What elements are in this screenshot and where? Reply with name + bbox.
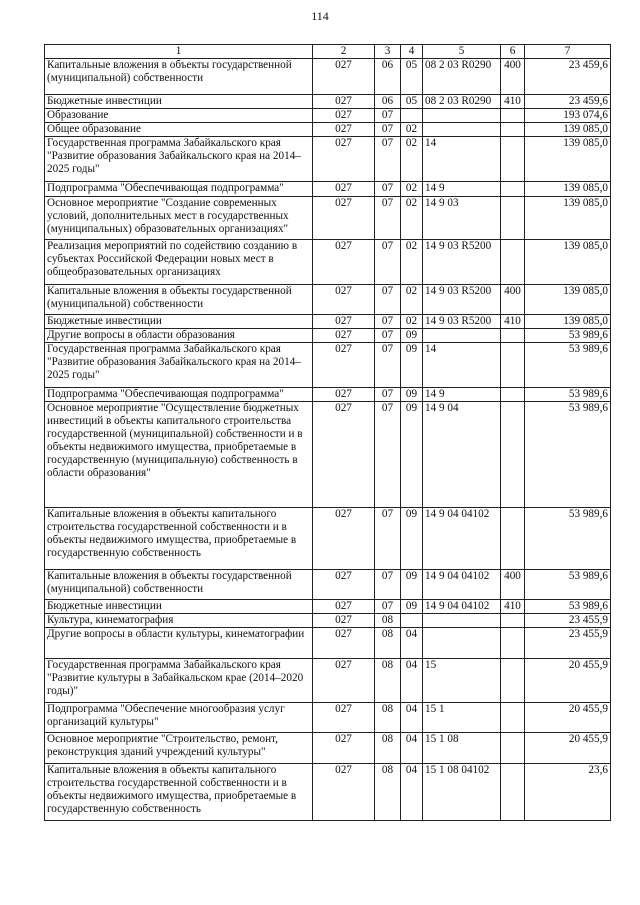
table-row — [45, 285, 611, 315]
row-target-article: 14 9 04 — [423, 402, 501, 508]
row-expense-type: 410 — [501, 95, 525, 109]
row-target-article: 14 9 — [423, 388, 501, 402]
row-amount: 20 455,9 — [525, 733, 611, 764]
row-subsection: 02 — [401, 137, 423, 182]
table-row — [45, 508, 611, 570]
row-section: 06 — [375, 59, 401, 95]
column-header: 7 — [525, 45, 611, 59]
row-target-article — [423, 329, 501, 343]
row-expense-type — [501, 628, 525, 659]
row-amount: 53 989,6 — [525, 600, 611, 614]
row-code: 027 — [313, 123, 375, 137]
table-row — [45, 628, 611, 659]
column-header: 3 — [375, 45, 401, 59]
table-row — [45, 764, 611, 821]
row-code: 027 — [313, 570, 375, 600]
row-subsection: 02 — [401, 285, 423, 315]
row-name: Капитальные вложения в объекты капитального строительства государственной собственности и в объекты недвижимого имущества, приобретаемые в государственную собственность — [45, 764, 313, 821]
row-name: Капитальные вложения в объекты государственной (муниципальной) собственности — [45, 570, 313, 600]
row-section: 07 — [375, 240, 401, 285]
row-name: Другие вопросы в области образования — [45, 329, 313, 343]
row-name: Реализация мероприятий по содействию созданию в субъектах Российской Федерации новых мест в общеобразовательных организациях — [45, 240, 313, 285]
row-section: 08 — [375, 614, 401, 628]
row-subsection: 09 — [401, 329, 423, 343]
table-row — [45, 600, 611, 614]
row-subsection: 04 — [401, 628, 423, 659]
row-amount: 139 085,0 — [525, 240, 611, 285]
row-amount: 139 085,0 — [525, 315, 611, 329]
column-header: 2 — [313, 45, 375, 59]
row-subsection: 04 — [401, 764, 423, 821]
row-subsection — [401, 109, 423, 123]
row-expense-type — [501, 733, 525, 764]
row-code: 027 — [313, 240, 375, 285]
row-target-article: 14 9 03 R5200 — [423, 315, 501, 329]
row-subsection: 05 — [401, 59, 423, 95]
row-expense-type: 410 — [501, 315, 525, 329]
column-header: 5 — [423, 45, 501, 59]
row-name: Образование — [45, 109, 313, 123]
row-amount: 139 085,0 — [525, 182, 611, 197]
row-amount: 23 455,9 — [525, 614, 611, 628]
row-section: 07 — [375, 402, 401, 508]
row-subsection — [401, 614, 423, 628]
row-section: 08 — [375, 703, 401, 733]
row-expense-type — [501, 402, 525, 508]
table-row — [45, 137, 611, 182]
row-subsection: 09 — [401, 388, 423, 402]
row-target-article — [423, 109, 501, 123]
row-target-article — [423, 628, 501, 659]
table-row — [45, 59, 611, 95]
budget-table — [44, 44, 611, 821]
row-name: Бюджетные инвестиции — [45, 600, 313, 614]
row-expense-type — [501, 329, 525, 343]
row-name: Общее образование — [45, 123, 313, 137]
row-section: 07 — [375, 508, 401, 570]
row-target-article: 14 9 — [423, 182, 501, 197]
row-amount: 20 455,9 — [525, 659, 611, 703]
row-amount: 193 074,6 — [525, 109, 611, 123]
row-expense-type — [501, 614, 525, 628]
row-name: Бюджетные инвестиции — [45, 95, 313, 109]
row-expense-type — [501, 659, 525, 703]
row-target-article: 14 — [423, 137, 501, 182]
row-amount: 139 085,0 — [525, 123, 611, 137]
row-section: 07 — [375, 343, 401, 388]
row-expense-type — [501, 508, 525, 570]
row-expense-type — [501, 240, 525, 285]
row-amount: 53 989,6 — [525, 402, 611, 508]
table-row — [45, 240, 611, 285]
row-target-article: 15 1 08 — [423, 733, 501, 764]
row-expense-type: 400 — [501, 59, 525, 95]
row-amount: 23 459,6 — [525, 59, 611, 95]
row-code: 027 — [313, 402, 375, 508]
row-expense-type: 410 — [501, 600, 525, 614]
row-expense-type — [501, 137, 525, 182]
row-section: 07 — [375, 182, 401, 197]
row-subsection: 09 — [401, 508, 423, 570]
row-code: 027 — [313, 703, 375, 733]
row-code: 027 — [313, 109, 375, 123]
row-code: 027 — [313, 614, 375, 628]
row-amount: 53 989,6 — [525, 329, 611, 343]
row-amount: 53 989,6 — [525, 570, 611, 600]
row-target-article: 14 9 04 04102 — [423, 600, 501, 614]
row-name: Бюджетные инвестиции — [45, 315, 313, 329]
row-expense-type — [501, 388, 525, 402]
row-code: 027 — [313, 315, 375, 329]
row-section: 07 — [375, 137, 401, 182]
row-section: 07 — [375, 315, 401, 329]
row-target-article — [423, 614, 501, 628]
row-name: Культура, кинематография — [45, 614, 313, 628]
row-code: 027 — [313, 600, 375, 614]
row-amount: 53 989,6 — [525, 508, 611, 570]
table-row — [45, 570, 611, 600]
row-section: 08 — [375, 764, 401, 821]
row-expense-type — [501, 109, 525, 123]
row-name: Подпрограмма "Обеспечивающая подпрограмма" — [45, 388, 313, 402]
table-row — [45, 197, 611, 240]
row-name: Государственная программа Забайкальского края "Развитие культуры в Забайкальском крае (2014–2020 годы)" — [45, 659, 313, 703]
row-subsection: 04 — [401, 659, 423, 703]
row-target-article: 14 — [423, 343, 501, 388]
row-subsection: 02 — [401, 197, 423, 240]
row-code: 027 — [313, 197, 375, 240]
row-amount: 139 085,0 — [525, 197, 611, 240]
row-target-article: 14 9 03 — [423, 197, 501, 240]
table-row — [45, 402, 611, 508]
row-target-article — [423, 123, 501, 137]
table-row — [45, 703, 611, 733]
row-target-article: 14 9 03 R5200 — [423, 285, 501, 315]
row-amount: 53 989,6 — [525, 343, 611, 388]
row-section: 08 — [375, 628, 401, 659]
column-header: 4 — [401, 45, 423, 59]
row-target-article: 08 2 03 R0290 — [423, 59, 501, 95]
row-name: Государственная программа Забайкальского края "Развитие образования Забайкальского края на 2014–2025 годы" — [45, 343, 313, 388]
row-subsection: 09 — [401, 402, 423, 508]
row-code: 027 — [313, 95, 375, 109]
row-subsection: 05 — [401, 95, 423, 109]
row-section: 07 — [375, 285, 401, 315]
row-section: 07 — [375, 388, 401, 402]
table-row — [45, 614, 611, 628]
row-section: 07 — [375, 600, 401, 614]
row-subsection: 09 — [401, 570, 423, 600]
row-section: 06 — [375, 95, 401, 109]
row-subsection: 04 — [401, 703, 423, 733]
row-section: 08 — [375, 733, 401, 764]
table-row — [45, 329, 611, 343]
row-expense-type — [501, 197, 525, 240]
table-row — [45, 123, 611, 137]
row-subsection: 09 — [401, 343, 423, 388]
row-section: 07 — [375, 570, 401, 600]
row-amount: 20 455,9 — [525, 703, 611, 733]
row-code: 027 — [313, 343, 375, 388]
row-expense-type — [501, 703, 525, 733]
row-subsection: 02 — [401, 182, 423, 197]
table-row — [45, 343, 611, 388]
row-target-article: 15 1 — [423, 703, 501, 733]
row-code: 027 — [313, 733, 375, 764]
table-row — [45, 109, 611, 123]
table-row — [45, 95, 611, 109]
row-section: 07 — [375, 123, 401, 137]
row-subsection: 02 — [401, 123, 423, 137]
row-code: 027 — [313, 59, 375, 95]
row-name: Подпрограмма "Обеспечивающая подпрограмма" — [45, 182, 313, 197]
column-header: 6 — [501, 45, 525, 59]
row-amount: 139 085,0 — [525, 137, 611, 182]
row-subsection: 02 — [401, 240, 423, 285]
row-name: Подпрограмма "Обеспечение многообразия услуг организаций культуры" — [45, 703, 313, 733]
row-name: Государственная программа Забайкальского края "Развитие образования Забайкальского края на 2014–2025 годы" — [45, 137, 313, 182]
row-subsection: 09 — [401, 600, 423, 614]
row-target-article: 14 9 04 04102 — [423, 508, 501, 570]
row-code: 027 — [313, 329, 375, 343]
column-number-row — [45, 45, 611, 59]
page-number: 114 — [311, 9, 329, 23]
row-code: 027 — [313, 659, 375, 703]
row-code: 027 — [313, 182, 375, 197]
row-expense-type — [501, 182, 525, 197]
row-name: Капитальные вложения в объекты государственной (муниципальной) собственности — [45, 285, 313, 315]
row-code: 027 — [313, 508, 375, 570]
row-expense-type: 400 — [501, 570, 525, 600]
row-amount: 139 085,0 — [525, 285, 611, 315]
row-code: 027 — [313, 388, 375, 402]
row-expense-type: 400 — [501, 285, 525, 315]
row-name: Основное мероприятие "Строительство, ремонт, реконструкция зданий учреждений культуры" — [45, 733, 313, 764]
table-row — [45, 388, 611, 402]
row-amount: 23,6 — [525, 764, 611, 821]
row-section: 07 — [375, 109, 401, 123]
row-expense-type — [501, 343, 525, 388]
row-target-article: 14 9 04 04102 — [423, 570, 501, 600]
table-row — [45, 659, 611, 703]
row-name: Капитальные вложения в объекты государственной (муниципальной) собственности — [45, 59, 313, 95]
row-name: Другие вопросы в области культуры, кинематографии — [45, 628, 313, 659]
row-amount: 23 455,9 — [525, 628, 611, 659]
row-code: 027 — [313, 137, 375, 182]
row-amount: 53 989,6 — [525, 388, 611, 402]
row-code: 027 — [313, 764, 375, 821]
column-header: 1 — [45, 45, 313, 59]
row-target-article: 15 1 08 04102 — [423, 764, 501, 821]
row-amount: 23 459,6 — [525, 95, 611, 109]
row-target-article: 14 9 03 R5200 — [423, 240, 501, 285]
row-code: 027 — [313, 285, 375, 315]
row-name: Основное мероприятие "Создание современных условий, дополнительных мест в государственных (муниципальных) образовательных организациях" — [45, 197, 313, 240]
row-code: 027 — [313, 628, 375, 659]
row-section: 08 — [375, 659, 401, 703]
row-name: Основное мероприятие "Осуществление бюджетных инвестиций в объекты капитального строительства государственной (муниципальной) собственности и в объекты недвижимого имущества, приобретаемые в государственную (муниципальную) собственность в области образования" — [45, 402, 313, 508]
row-section: 07 — [375, 197, 401, 240]
row-section: 07 — [375, 329, 401, 343]
row-target-article: 08 2 03 R0290 — [423, 95, 501, 109]
row-subsection: 04 — [401, 733, 423, 764]
table-row — [45, 182, 611, 197]
row-subsection: 02 — [401, 315, 423, 329]
row-name: Капитальные вложения в объекты капитального строительства государственной собственности и в объекты недвижимого имущества, приобретаемые в государственную собственность — [45, 508, 313, 570]
table-row — [45, 315, 611, 329]
row-expense-type — [501, 764, 525, 821]
row-target-article: 15 — [423, 659, 501, 703]
row-expense-type — [501, 123, 525, 137]
table-row — [45, 733, 611, 764]
